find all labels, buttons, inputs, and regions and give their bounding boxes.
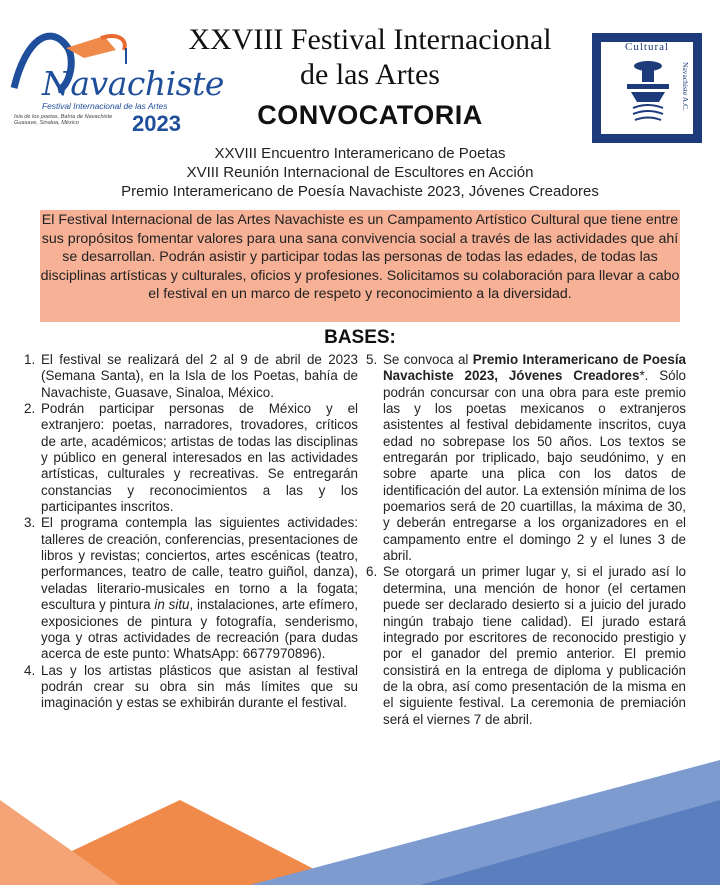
item-text: , instalaciones, arte efímero, exposiciones de pintura y fotografía, senderismo, yoga y otras actividades de recreación (para dudas acerca de este punto: WhatsApp: 6677970896). [41,597,358,662]
item-text: El programa contempla las siguientes actividades: talleres de creación, conferencias, presentaciones de libros y revistas; conciertos, artes escénicas (teatro, performances, teatro de calle, teatro guiñol, danza), veladas literario-musicales en torno a la fogata; escultura y pintura [41,515,358,613]
logo-name: Navachiste [42,64,224,103]
list-item [24,663,358,712]
logo-subtitle: Festival Internacional de las Artes [42,101,168,111]
list-item [24,401,358,515]
bases-left-column [24,352,358,712]
item-text: El festival se realizará del 2 al 9 de abril de 2023 (Semana Santa), en la Isla de los Poetas, bahía de Navachiste, Guasave, Sinaloa, México. [41,352,358,400]
bases-heading: BASES: [324,327,396,348]
fundacion-left-text: Fundación [591,61,603,114]
page-title [150,22,590,92]
title-line-2: de las Artes [300,58,440,91]
bases-right-column [366,352,686,728]
subtitle-line: Premio Interamericano de Poesía Navachiste 2023, Jóvenes Creadores [121,183,599,200]
item-text: Se otorgará un primer lugar y, si el jurado así lo determina, una mención de honor (el certamen puede ser declarado desierto si a juicio del jurado ningún trabajo tiene calidad). El jurado estará integrado por escritores de reconocido prestigio y por el ganador del premio anterior. El premio consistirá en la entrega de diploma y publicación de la obra, así como presentación de la misma en el siguiente festival. La ceremonia de premiación será el viernes 7 de abril. [383,564,686,727]
item-text-italic: in situ [154,597,190,613]
list-item [366,352,686,564]
item-text: Se convoca al [383,352,473,367]
list-item [24,515,358,662]
fundacion-top-text: Cultural [625,41,670,53]
item-number: 2. [24,401,36,417]
subtitle-line: XVIII Reunión Internacional de Escultores en Acción [186,164,534,181]
subtitle-line: XXVIII Encuentro Interamericano de Poetas [214,145,506,162]
list-item [24,352,358,401]
item-number: 5. [366,352,378,367]
logo-year: 2023 [132,111,181,136]
item-number: 1. [24,352,36,367]
intro-paragraph: El Festival Internacional de las Artes Navachiste es un Campamento Artístico Cultural que tiene entre sus propósitos fomentar valores para una sana convivencia social a través de las actividades que ahí se desarrollan. Podrán asistir y participar todas las personas de todas las edades, de todas las disciplinas artísticas y culturales, oficios y profesiones. Solicitamos su colaboración para llevar a cabo el festival en un marco de respeto y reconocimiento a la diversidad. [40,210,680,322]
item-number: 3. [24,515,36,531]
item-number: 4. [24,662,36,678]
item-text: Podrán participar personas de México y el extranjero: poetas, narradores, trovadores, críticos de arte, académicos; artistas de todas las disciplinas y público en general interesados en las actividades artísticas, culturales y recreativas. Se entregarán constancias y reconocimientos a las y los participantes inscritos. [41,401,358,515]
logo-place: Isla de los poetas, Bahía de Navachiste Guasave, Sinaloa, México [14,114,113,127]
item-text: Las y los artistas plásticos que asistan al festival podrán crear su obra sin más límites que su imaginación y estas se exhibirán durante el festival. [41,662,358,711]
fundacion-emblem-icon [623,58,673,126]
fundacion-logo [592,33,702,143]
title-line-1: XXVIII Festival Internacional [188,23,552,56]
event-subtitles [40,144,680,201]
item-text: *. Sólo podrán concursar con una obra para este premio las y los poetas mexicanos o extranjeros asistentes al festival debidamente inscritos, cuya edad no sobrepase los 50 años. Los textos se entregarán por triplicado, bajo seudónimo, y en sobre aparte una plica con los datos de identificación del autor. La extensión mínima de los poemarios será de 20 cuartillas, la máxima de 30, y deberán entregarse a los organizadores en el campamento entre el domingo 2 y el lunes 3 de abril. [383,368,686,564]
convocatoria-heading: CONVOCATORIA [257,100,483,130]
fundacion-right-text: Navachiste A.C. [680,62,690,111]
list-item [366,564,686,727]
item-text-bold: Premio Interamericano de Poesía Navachiste 2023, Jóvenes Creadores [383,352,686,384]
item-number: 6. [366,564,378,580]
